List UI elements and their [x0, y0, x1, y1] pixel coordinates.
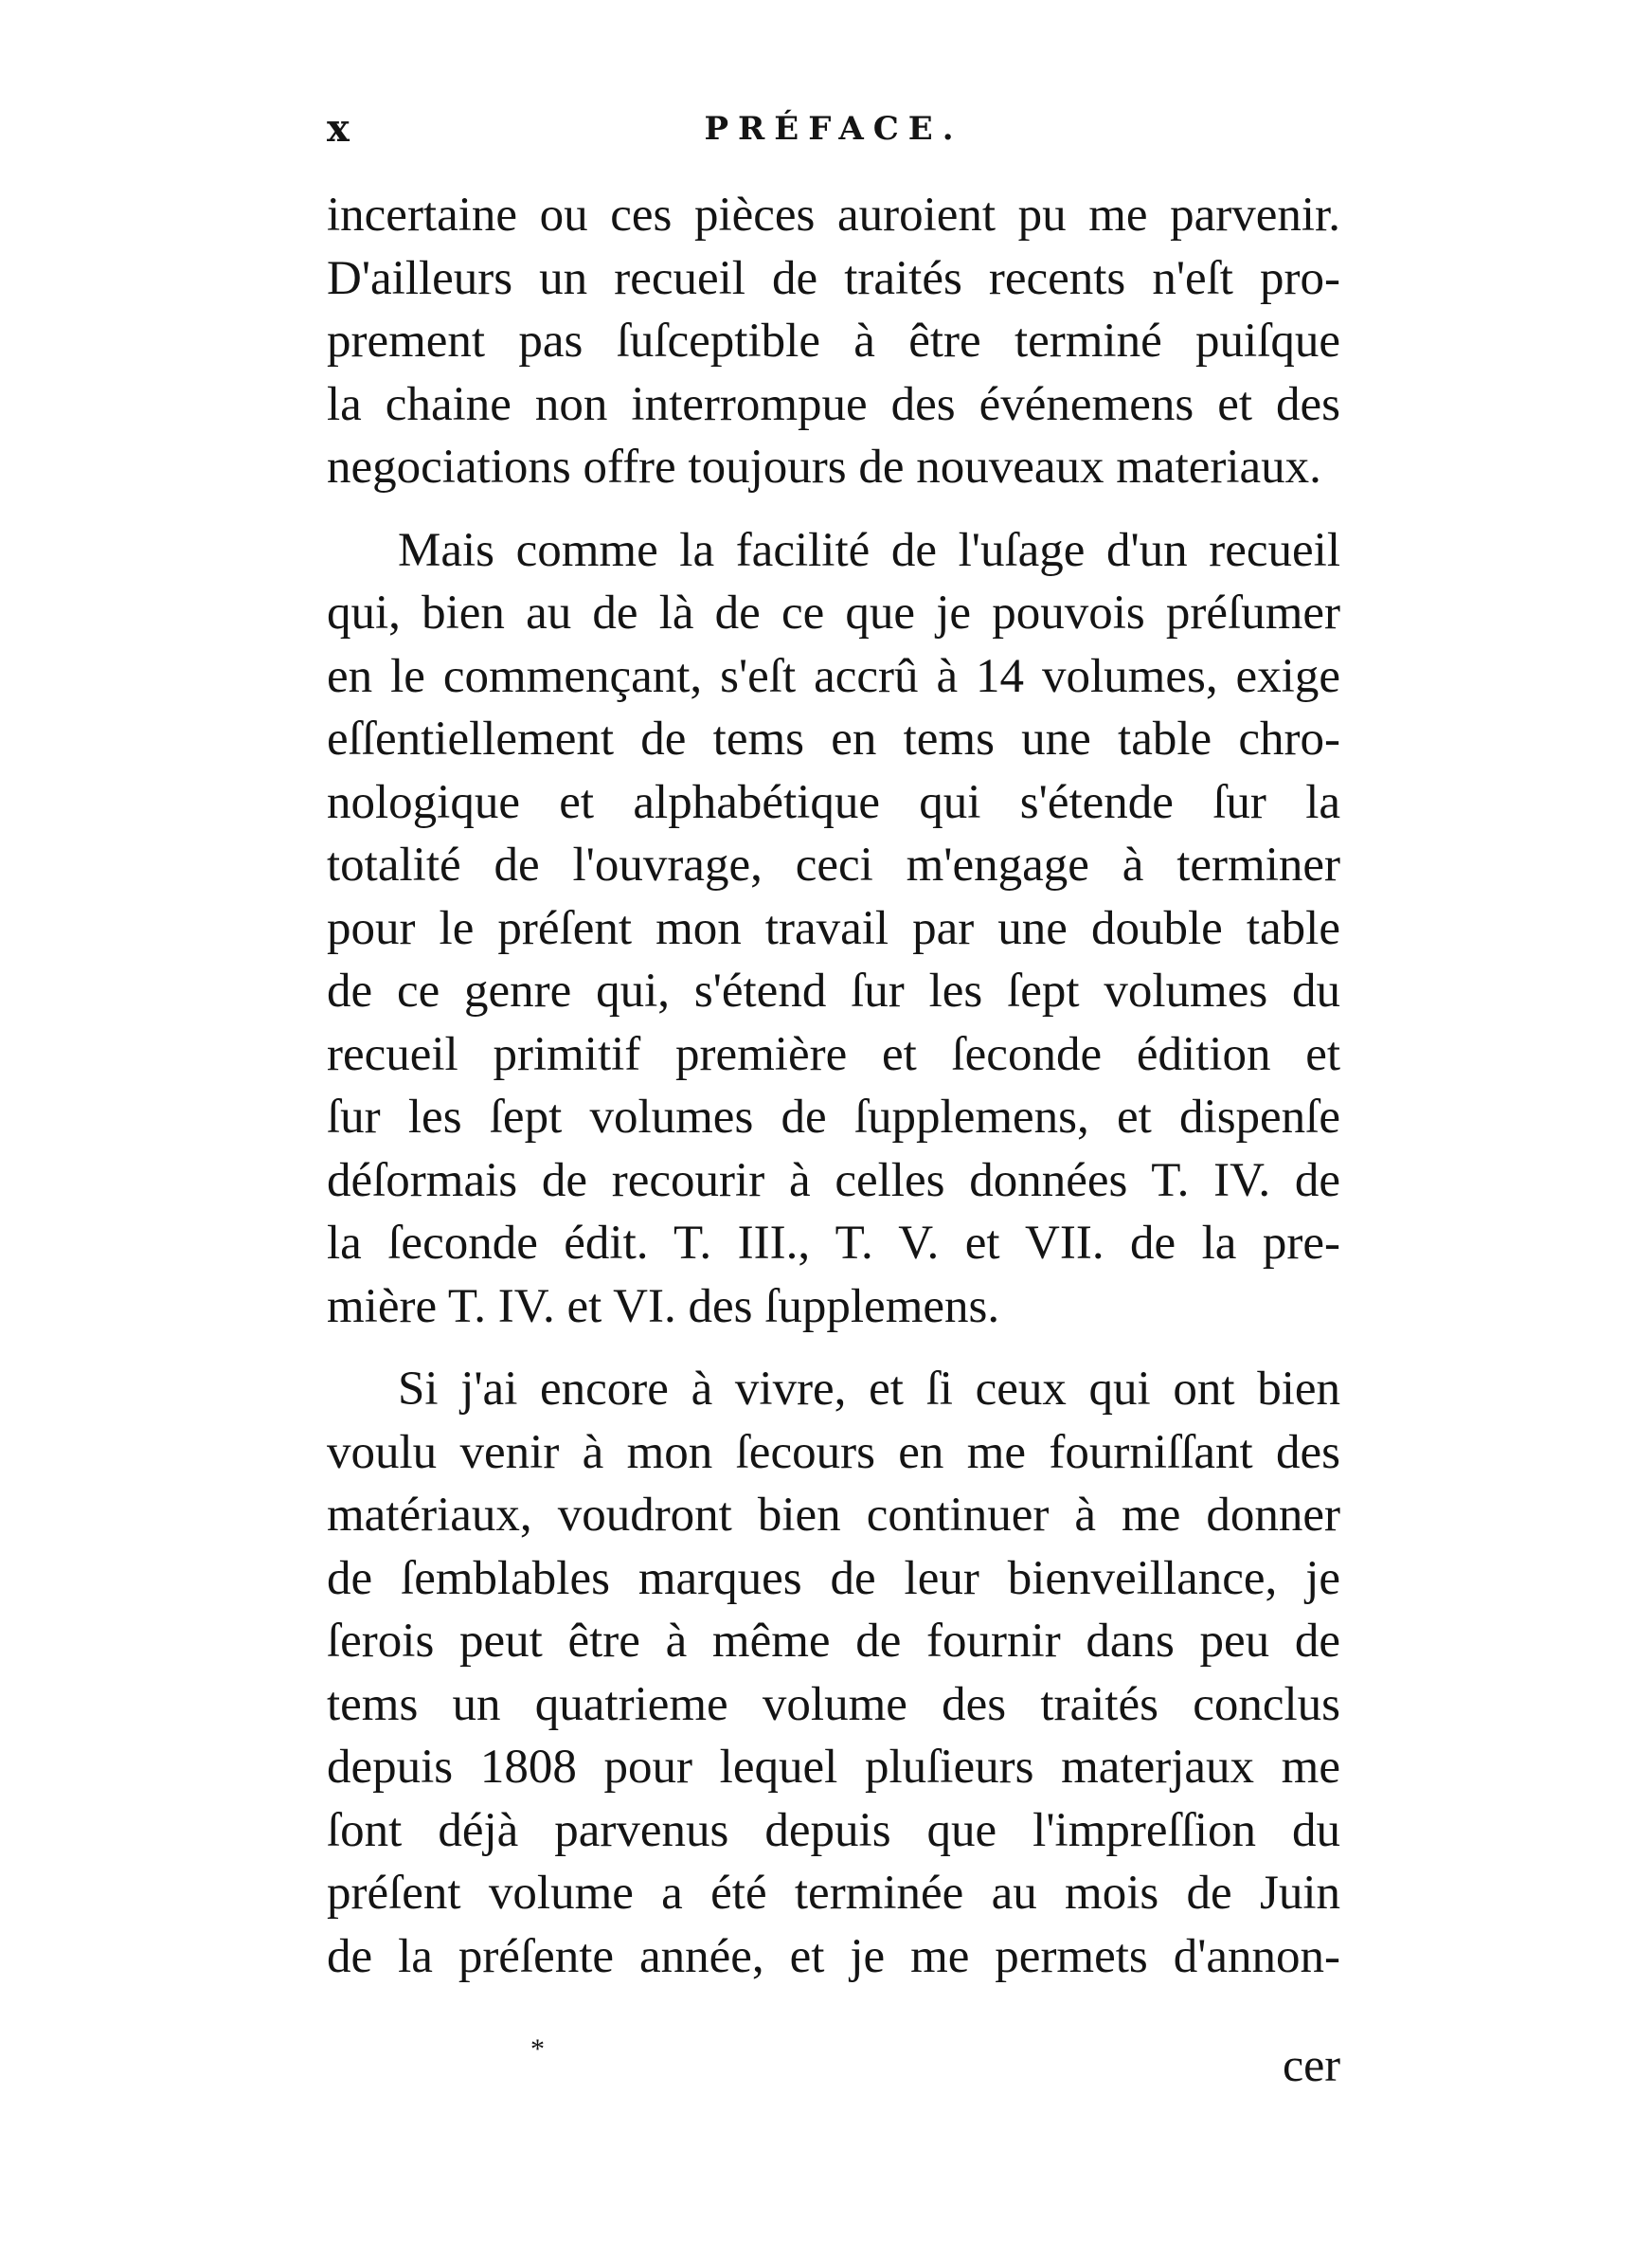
text-line: Mais comme la facilité de l'uſage d'un recueil — [398, 523, 1340, 577]
text-line: déſormais de recourir à celles données T. IV. de — [327, 1153, 1340, 1207]
text-line: recueil primitif première et ſeconde édition et — [327, 1027, 1340, 1081]
text-line: nologique et alphabétique qui s'étende ſur la — [327, 775, 1340, 829]
running-title: PRÉFACE. — [704, 110, 963, 148]
text-line: totalité de l'ouvrage, ceci m'engage à terminer — [327, 839, 1340, 892]
text-line: D'ailleurs un recueil de traités recents n'eſt pro- — [327, 251, 1340, 305]
text-line: de ſemblables marques de leur bienveillance, je — [327, 1551, 1340, 1605]
text-line: prement pas ſuſceptible à être terminé puiſque — [327, 315, 1340, 368]
paragraph — [327, 1358, 1340, 1988]
text-line: eſſentiellement de tems en tems une table chro- — [327, 713, 1340, 766]
text-line: negociations offre toujours de nouveaux materiaux. — [327, 441, 1321, 494]
text-line: ſerois peut être à même de fournir dans peu de — [327, 1615, 1340, 1668]
page-footer — [327, 2033, 1340, 2104]
body-text — [327, 184, 1340, 1988]
signature-mark: * — [530, 2033, 545, 2065]
text-line: préſent volume a été terminée au mois de Juin — [327, 1867, 1340, 1920]
text-line: mière T. IV. et VI. des ſupplemens. — [327, 1279, 1000, 1333]
text-line: pour le préſent mon travail par une double table — [327, 901, 1340, 955]
page-header — [327, 106, 1340, 163]
text-line: en le commençant, s'eſt accrû à 14 volumes, exige — [327, 649, 1340, 703]
text-line: Si j'ai encore à vivre, et ſi ceux qui ont bien — [398, 1363, 1340, 1416]
text-line: de ce genre qui, s'étend ſur les ſept volumes du — [327, 965, 1340, 1018]
text-line: de la préſente année, et je me permets d'annon- — [327, 1929, 1340, 1983]
paragraph — [327, 519, 1340, 1339]
text-line: ſont déjà parvenus depuis que l'impreſſion du — [327, 1803, 1340, 1857]
text-line: voulu venir à mon ſecours en me fourniſſant des — [327, 1425, 1340, 1479]
text-line: qui, bien au de là de ce que je pouvois préſumer — [327, 587, 1340, 640]
catchword: cer — [1282, 2038, 1340, 2091]
text-line: depuis 1808 pour lequel pluſieurs materjaux me — [327, 1741, 1340, 1794]
text-line: la chaine non interrompue des événemens et des — [327, 377, 1340, 431]
text-line: la ſeconde édit. T. III., T. V. et VII. de la pre- — [327, 1217, 1340, 1270]
text-line: matériaux, voudront bien continuer à me donner — [327, 1489, 1340, 1542]
text-line: tems un quatrieme volume des traités conclus — [327, 1677, 1340, 1731]
text-line: ſur les ſept volumes de ſupplemens, et dispenſe — [327, 1091, 1340, 1144]
page-number: x — [327, 106, 351, 151]
paragraph — [327, 184, 1340, 499]
text-line: incertaine ou ces pièces auroient pu me parvenir. — [327, 189, 1340, 242]
